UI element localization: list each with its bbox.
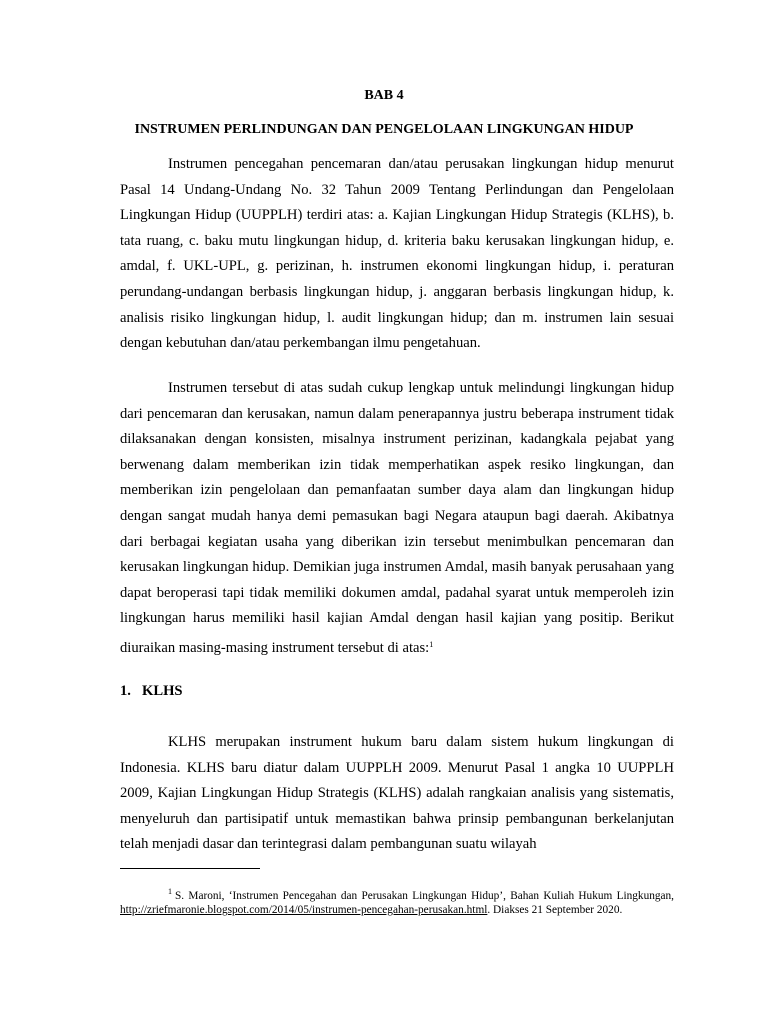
- chapter-title: INSTRUMEN PERLINDUNGAN DAN PENGELOLAAN LINGKUNGAN HIDUP: [134, 122, 634, 137]
- paragraph-3: [120, 730, 674, 860]
- footnote-text-before: S. Maroni, ‘Instrumen Pencegahan dan Perusakan Lingkungan Hidup’, Bahan Kuliah Hukum Lingkungan,: [175, 890, 674, 902]
- paragraph-1: [120, 152, 674, 357]
- footnote-text-after: . Diakses 21 September 2020.: [487, 904, 623, 916]
- section-number: 1.: [120, 683, 131, 699]
- footnote: [120, 885, 674, 917]
- chapter-label: BAB 4: [364, 88, 404, 103]
- footnote-reference[interactable]: 1: [429, 639, 434, 649]
- paragraph-2: [120, 376, 674, 662]
- footnote-link[interactable]: http://zriefmaronie.blogspot.com/2014/05/instrumen-pencegahan-perusakan.html: [120, 904, 488, 916]
- footnote-separator: [120, 868, 260, 869]
- paragraph-1-text: Instrumen pencegahan pencemaran dan/atau perusakan lingkungan hidup menurut Pasal 14 Undang-Undang No. 32 Tahun 2009 Tentang Perlindungan dan Pengelolaan Lingkungan Hidup (UUPPLH) terdiri atas: a. Kajian Lingkungan Hidup Strategis (KLHS), b. tata ruang, c. baku mutu lingkungan hidup, d. kriteria baku kerusakan lingkungan hidup, e. amdal, f. UKL-UPL, g. perizinan, h. instrumen ekonomi lingkungan hidup, i. peraturan perundang-undangan berbasis lingkungan hidup, j. anggaran berbasis lingkungan hidup, k. analisis risiko lingkungan hidup, l. audit lingkungan hidup; dan m. instrumen lain sesuai dengan kebutuhan dan/atau perkembangan ilmu pengetahuan.: [120, 156, 674, 352]
- section-title: KLHS: [142, 683, 183, 699]
- paragraph-3-text: KLHS merupakan instrument hukum baru dalam sistem hukum lingkungan di Indonesia. KLHS baru diatur dalam UUPPLH 2009. Menurut Pasal 1 angka 10 UUPPLH 2009, Kajian Lingkungan Hidup Strategis (KLHS) adalah rangkaian analisis yang sistematis, menyeluruh dan partisipatif untuk memastikan bahwa prinsip pembangunan berkelanjutan telah menjadi dasar dan terintegrasi dalam pembangunan suatu wilayah: [120, 734, 674, 853]
- paragraph-2-text: Instrumen tersebut di atas sudah cukup lengkap untuk melindungi lingkungan hidup dari pencemaran dan kerusakan, namun dalam penerapannya justru beberapa instrument tidak dilaksanakan dengan konsisten, misalnya instrument perizinan, kadangkala pejabat yang berwenang dalam memberikan izin tidak memperhatikan aspek resiko lingkungan, dan memberikan izin pengelolaan dan pemanfaatan sumber daya alam dan lingkungan hidup dengan sangat mudah hanya demi pemasukan bagi Negara ataupun bagi daerah. Akibatnya dari berbagai kegiatan usaha yang diberikan izin tersebut menimbulkan pencemaran dan kerusakan lingkungan hidup. Demikian juga instrumen Amdal, masih banyak perusahaan yang dapat beroperasi tapi tidak memiliki dokumen amdal, padahal syarat untuk memperoleh izin lingkungan harus memiliki hasil kajian Amdal dengan hasil kajian yang positip. Berikut diuraikan masing-masing instrument tersebut di atas:: [120, 380, 674, 656]
- paragraph-2-container: [120, 376, 674, 662]
- footnote-mark: 1: [168, 887, 172, 896]
- section-heading-klhs: [120, 681, 183, 701]
